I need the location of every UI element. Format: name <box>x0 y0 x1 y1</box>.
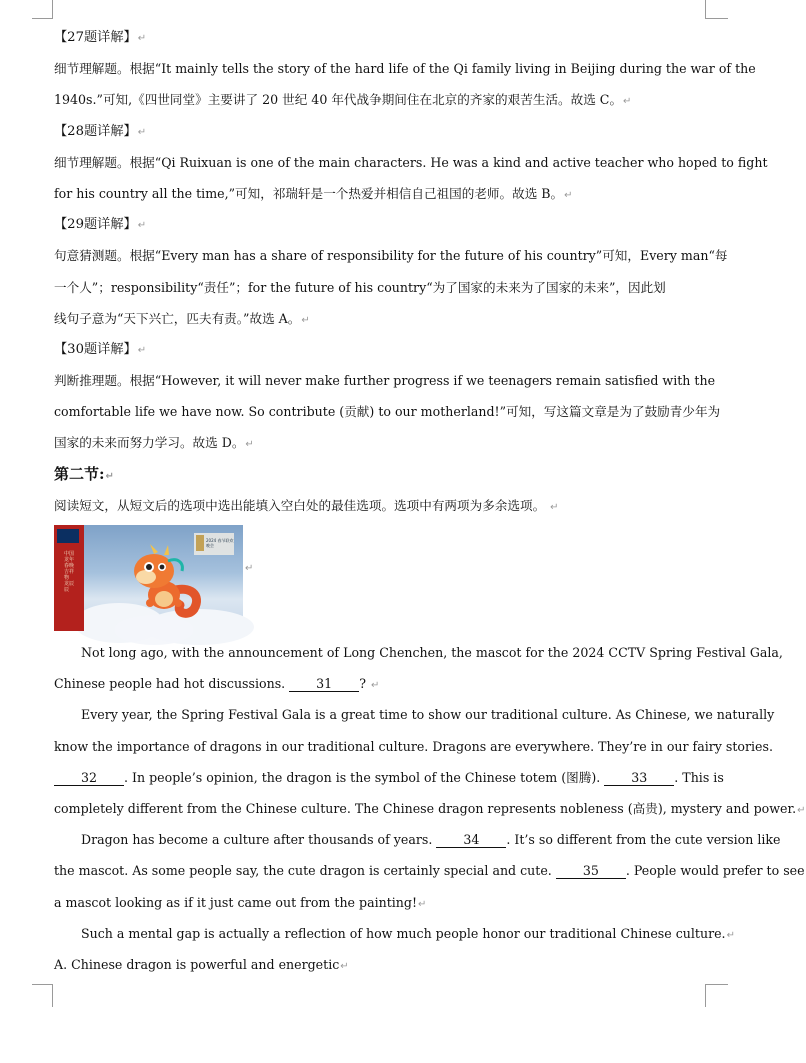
q28-line-2: for his country all the time,”可知，祁瑞轩是一个热爱并相信自己祖国的老师。故选 B。↵ <box>54 185 573 201</box>
blank-31[interactable]: 31 <box>289 677 359 692</box>
corner-mark-top-right <box>705 0 728 19</box>
passage-p3-line-3: a mascot looking as if it just came out from the painting!↵ <box>54 894 427 910</box>
gala-panel-text: 2024 春节联欢晚会 <box>206 538 234 548</box>
blank-32[interactable]: 32 <box>54 771 124 786</box>
blank-35[interactable]: 35 <box>556 864 626 879</box>
q29-heading: 【29题详解】↵ <box>54 217 147 233</box>
passage-p2-line-2: know the importance of dragons in our traditional culture. Dragons are everywhere. They’re in our fairy stories. <box>54 738 773 754</box>
passage-p3-line-2: the mascot. As some people say, the cute dragon is certainly special and cute. 35 . People would prefer to see <box>54 863 805 879</box>
passage-p4-line-1: Such a mental gap is actually a reflection of how much people honor our traditional Chinese culture.↵ <box>81 925 735 941</box>
passage-p2-line-4: completely different from the Chinese culture. The Chinese dragon represents nobleness (高贵), mystery and power.↵ <box>54 800 806 816</box>
q29-line-1: 句意猜测题。根据“Every man has a share of responsibility for the future of his country”可知，Every man“每 <box>54 248 728 264</box>
dragon-mascot-icon <box>120 543 216 623</box>
q28-heading: 【28题详解】↵ <box>54 123 147 139</box>
banner-text: 中国龙年春晚吉祥物 龙辰辰 <box>64 551 75 593</box>
corner-mark-top-left <box>32 0 53 19</box>
option-a: A. Chinese dragon is powerful and energetic↵ <box>54 956 349 972</box>
blank-33[interactable]: 33 <box>604 771 674 786</box>
document-body <box>54 22 806 980</box>
mascot-figure: 中国龙年春晚吉祥物 龙辰辰 2024 春节联欢晚会 ↵ <box>54 521 710 637</box>
passage-p1-line-2: Chinese people had hot discussions. 31 ? ↵ <box>54 676 380 692</box>
cctv-logo <box>57 529 79 543</box>
passage-p1-line-1: Not long ago, with the announcement of Long Chenchen, the mascot for the 2024 CCTV Spring Festival Gala, <box>81 645 783 660</box>
passage-p2-line-1: Every year, the Spring Festival Gala is a great time to show our traditional culture. As Chinese, we naturally <box>81 707 775 723</box>
mascot-image <box>54 525 243 631</box>
corner-mark-bottom-left <box>32 984 53 1007</box>
q30-line-2: comfortable life we have now. So contribute (贡献) to our motherland!”可知，写这篇文章是为了鼓励青少年为 <box>54 404 721 420</box>
corner-mark-bottom-right <box>705 984 728 1007</box>
cctv-banner <box>54 525 84 631</box>
q28-line-1: 细节理解题。根据“Qi Ruixuan is one of the main characters. He was a kind and active teacher who hoped to fight <box>54 154 768 170</box>
q29-line-2: 一个人”；responsibility“责任”；for the future of his country“为了国家的未来为了国家的未来”，因此划 <box>54 279 666 295</box>
q30-line-3: 国家的未来而努力学习。故选 D。↵ <box>54 435 254 451</box>
q27-line-2: 1940s.”可知,《四世同堂》主要讲了 20 世纪 40 年代战争期间住在北京的齐家的艰苦生活。故选 C。↵ <box>54 92 632 108</box>
q27-heading: 【27题详解】↵ <box>54 30 147 45</box>
section-instruction: 阅读短文，从短文后的选项中选出能填入空白处的最佳选项。选项中有两项为多余选项。 ↵ <box>54 497 559 513</box>
q30-heading: 【30题详解】↵ <box>54 341 147 357</box>
passage-p3-line-1: Dragon has become a culture after thousands of years. 34 . It’s so different from the cute version like <box>81 832 781 848</box>
q30-line-1: 判断推理题。根据“However, it will never make further progress if we teenagers remain satisfied with the <box>54 373 716 389</box>
q27-line-1: 细节理解题。根据“It mainly tells the story of the hard life of the Qi family living in Beijing during the war of the <box>54 61 756 77</box>
blank-34[interactable]: 34 <box>436 833 506 848</box>
section-title: 第二节:↵ <box>54 464 114 483</box>
q29-line-3: 线句子意为“天下兴亡，匹夫有责。”故选 A。↵ <box>54 310 310 326</box>
passage-p2-line-3: 32 . In people’s opinion, the dragon is the symbol of the Chinese totem (图腾). 33 . This is <box>54 762 710 793</box>
